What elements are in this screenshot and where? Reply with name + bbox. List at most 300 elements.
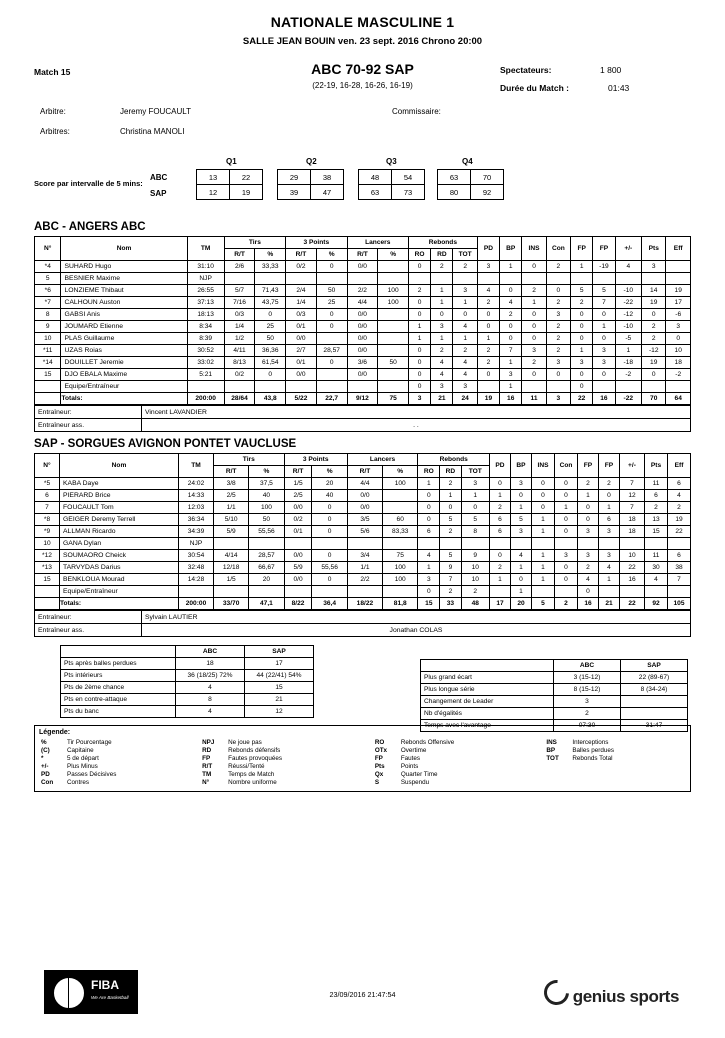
stat-tp — [286, 381, 317, 393]
stat-tp: 2/7 — [286, 345, 317, 357]
stat-tirs: 4/11 — [224, 345, 255, 357]
legend-row — [39, 746, 686, 754]
col-ins: INS — [522, 237, 546, 261]
stat-fp1: 2 — [571, 297, 593, 309]
player-name: Equipe/Entraîneur — [61, 381, 187, 393]
stat-tm: 37:13 — [187, 297, 224, 309]
stat-con: 0 — [555, 574, 578, 586]
stat-tirspct: 33,33 — [255, 261, 286, 273]
table-row — [35, 261, 691, 273]
stat-lf — [347, 273, 378, 285]
stats-value-sap: 17 — [245, 658, 314, 670]
stat-pd: 2 — [490, 502, 511, 514]
stat-pm — [615, 273, 641, 285]
stat-fp1: 3 — [571, 357, 593, 369]
stats-value-sap: 21 — [245, 694, 314, 706]
stat-tirs: 2/6 — [224, 261, 255, 273]
q1-abc-b: 22 — [230, 170, 263, 185]
sub-lf-rt: R/T — [347, 249, 378, 261]
stat-bp — [511, 538, 532, 550]
stat-tirs: 2/5 — [214, 490, 249, 502]
stat-bp: 1 — [500, 381, 522, 393]
stat-rd: 1 — [431, 333, 453, 345]
match-number: Match 15 — [34, 67, 71, 77]
player-name: GANA Dylan — [60, 538, 179, 550]
stat-lfpct — [383, 538, 418, 550]
stat-eff: 3 — [666, 321, 691, 333]
player-name: SUHARD Hugo — [61, 261, 187, 273]
stat-pd — [477, 273, 499, 285]
stat-pd: 4 — [477, 285, 499, 297]
stat-tot: 1 — [453, 333, 477, 345]
stats-header-row — [421, 660, 688, 672]
stat-fp2: 3 — [599, 550, 620, 562]
stats-value-abc: 2 — [554, 708, 621, 720]
stat-tp: 0/1 — [286, 321, 317, 333]
stat-fp2: 2 — [599, 478, 620, 490]
stat-lf: 3/6 — [347, 357, 378, 369]
q4-abc-a: 63 — [438, 170, 471, 185]
table-row — [35, 285, 691, 297]
stat-tirspct: 55,56 — [249, 526, 284, 538]
spectators-label: Spectateurs: — [500, 65, 552, 75]
stat-fp1: 0 — [571, 381, 593, 393]
legend-value: Overtime — [400, 746, 427, 754]
table-row — [35, 526, 691, 538]
stat-tp: 0/0 — [284, 574, 312, 586]
stats-value-sap: 15 — [245, 682, 314, 694]
stat-tirs: 5/10 — [214, 514, 249, 526]
stat-pm: -5 — [615, 333, 641, 345]
stat-pts: 4 — [645, 574, 668, 586]
table-row — [35, 309, 691, 321]
legend-key: Pts — [374, 762, 385, 770]
legend-value: 5 de départ — [67, 754, 99, 762]
stat-pd: 0 — [490, 478, 511, 490]
player-number: 6 — [35, 490, 60, 502]
stat-eff: -6 — [666, 309, 691, 321]
sub-lf-rt: R/T — [347, 466, 382, 478]
stat-con: 3 — [555, 550, 578, 562]
stat-tirspct — [255, 273, 286, 285]
stat-tot: 4 — [453, 369, 477, 381]
stat-rd: 5 — [440, 550, 461, 562]
stat-lfpct — [378, 345, 409, 357]
stat-tp: 0/0 — [284, 550, 312, 562]
player-name: BESNIER Maxime — [61, 273, 187, 285]
col-pts: Pts — [645, 454, 668, 478]
stats-col-header: SAP — [245, 646, 314, 658]
stat-fp1: 1 — [578, 490, 599, 502]
legend-value: Rebonds défensifs — [228, 746, 281, 754]
total-bp: 16 — [500, 393, 522, 405]
stat-tp: 1/4 — [286, 297, 317, 309]
player-number: 7 — [35, 502, 60, 514]
stat-pts: 19 — [642, 357, 666, 369]
stat-tirspct: 40 — [249, 490, 284, 502]
sub-rd: RD — [431, 249, 453, 261]
stat-tirs — [224, 273, 255, 285]
stat-pts: 14 — [642, 285, 666, 297]
stat-pm: 18 — [620, 514, 645, 526]
legend-value: Contres — [67, 778, 90, 786]
sub-tot: TOT — [461, 466, 489, 478]
q3-abc-b: 54 — [392, 170, 425, 185]
q1-abc-a: 13 — [197, 170, 230, 185]
total-fp1: 22 — [571, 393, 593, 405]
stat-tirspct — [249, 586, 284, 598]
legend-value: Balles perdues — [572, 746, 614, 754]
stat-tp: 0/2 — [286, 261, 317, 273]
legend-value: Fautes — [400, 754, 421, 762]
stat-bp: 7 — [500, 345, 522, 357]
player-number: *9 — [35, 526, 60, 538]
total-tppct: 36,4 — [312, 598, 347, 610]
quarter-table-q3 — [358, 169, 425, 200]
stat-fp2: 0 — [593, 309, 615, 321]
stat-eff: -2 — [666, 369, 691, 381]
legend-row — [39, 770, 686, 778]
stat-tppct: 50 — [316, 285, 347, 297]
table-row — [35, 490, 691, 502]
total-rd: 21 — [431, 393, 453, 405]
stat-tppct: 0 — [316, 309, 347, 321]
stat-rd: 4 — [431, 357, 453, 369]
stat-pm: 22 — [620, 562, 645, 574]
stat-tot: 8 — [461, 526, 489, 538]
stats-row — [421, 708, 688, 720]
stat-tppct: 0 — [316, 357, 347, 369]
total-fp1: 16 — [578, 598, 599, 610]
genius-sports-text: genius sports — [572, 987, 679, 1006]
stat-ins: 1 — [532, 550, 555, 562]
stat-con: 0 — [555, 526, 578, 538]
stat-rd: 3 — [431, 321, 453, 333]
legend-value: Ne joue pas — [228, 738, 262, 746]
stat-fp2: 3 — [593, 345, 615, 357]
stat-eff: 6 — [668, 550, 691, 562]
stat-rd: 1 — [431, 297, 453, 309]
stat-tppct: 28,57 — [316, 345, 347, 357]
stat-bp: 3 — [500, 369, 522, 381]
stat-tppct: 0 — [312, 526, 347, 538]
total-ins: 5 — [532, 598, 555, 610]
stat-eff — [666, 381, 691, 393]
total-tp: 8/22 — [284, 598, 312, 610]
sub-tot: TOT — [453, 249, 477, 261]
stat-pm: -22 — [615, 297, 641, 309]
stat-tirspct: 43,75 — [255, 297, 286, 309]
player-name: LONZIEME Thibaut — [61, 285, 187, 297]
stat-tppct: 0 — [312, 502, 347, 514]
referees-value: Christina MANOLI — [120, 127, 185, 136]
stat-bp: 1 — [511, 502, 532, 514]
stat-ins: 0 — [522, 309, 546, 321]
player-number: 15 — [35, 369, 61, 381]
legend-value: Réussi/Tenté — [228, 762, 265, 770]
stat-bp: 0 — [511, 574, 532, 586]
stat-pm: -12 — [615, 309, 641, 321]
stat-tot: 1 — [461, 490, 489, 502]
spectators-value: 1 800 — [600, 65, 622, 75]
stat-fp2: 1 — [593, 321, 615, 333]
player-number: 10 — [35, 538, 60, 550]
stat-ins — [522, 273, 546, 285]
total-pts: 92 — [645, 598, 668, 610]
stat-pd: 6 — [490, 514, 511, 526]
stat-rd: 7 — [440, 574, 461, 586]
stat-pts: 13 — [645, 514, 668, 526]
team-b-boxscore — [34, 453, 691, 610]
stat-pts: 2 — [645, 502, 668, 514]
stat-fp2: 7 — [593, 297, 615, 309]
stat-pts: 15 — [645, 526, 668, 538]
legend-value — [570, 770, 686, 778]
stats-value-abc: 8 (15-12) — [554, 684, 621, 696]
stat-tot: 2 — [453, 345, 477, 357]
stat-pts — [645, 586, 668, 598]
col-fp2: FP — [593, 237, 615, 261]
stat-lfpct — [378, 321, 409, 333]
total-bp: 20 — [511, 598, 532, 610]
table-row — [35, 381, 691, 393]
total-eff: 105 — [668, 598, 691, 610]
player-name: PLAS Guillaume — [61, 333, 187, 345]
q4-sap-b: 92 — [471, 185, 504, 200]
table-row — [35, 478, 691, 490]
total-eff: 64 — [666, 393, 691, 405]
referee-label: Arbitre: — [40, 107, 66, 116]
total-ro: 3 — [408, 393, 430, 405]
player-number: 8 — [35, 309, 61, 321]
stat-tirs: 0/3 — [224, 309, 255, 321]
stat-lfpct: 83,33 — [383, 526, 418, 538]
coach-label: Entraîneur: — [35, 611, 142, 624]
stat-ro: 0 — [418, 502, 440, 514]
col-con: Con — [555, 454, 578, 478]
stat-bp: 0 — [500, 333, 522, 345]
coach-row — [35, 611, 691, 624]
stat-tppct — [316, 273, 347, 285]
legend-key: S — [374, 778, 380, 786]
stats-row-label: Pts du banc — [61, 706, 176, 718]
player-number — [35, 381, 61, 393]
team-a-heading: ABC - ANGERS ABC — [34, 221, 146, 233]
stat-ro: 1 — [418, 478, 440, 490]
stat-pm: -2 — [615, 369, 641, 381]
stat-rd: 2 — [440, 586, 461, 598]
legend-key: RD — [202, 746, 212, 754]
player-number: *4 — [35, 261, 61, 273]
table-row — [35, 514, 691, 526]
sub-tirs-pct: % — [249, 466, 284, 478]
q1-sap-b: 19 — [230, 185, 263, 200]
stat-ins: 0 — [532, 478, 555, 490]
stat-lf: 0/0 — [347, 369, 378, 381]
stat-tppct: 0 — [312, 574, 347, 586]
stat-tppct: 0 — [316, 261, 347, 273]
team-b-heading: SAP - SORGUES AVIGNON PONTET VAUCLUSE — [34, 438, 297, 450]
player-name: ALLMAN Ricardo — [60, 526, 179, 538]
total-pm: 22 — [620, 598, 645, 610]
col-fp1: FP — [571, 237, 593, 261]
quarter-team-sap: SAP — [150, 189, 167, 198]
stat-tirspct: 61,54 — [255, 357, 286, 369]
stat-con — [546, 273, 570, 285]
stat-lf: 1/1 — [347, 562, 382, 574]
stat-sheet-page — [0, 14, 725, 1038]
stat-pm — [615, 381, 641, 393]
stat-pd: 0 — [477, 369, 499, 381]
player-name: DJO EBALA Maxime — [61, 369, 187, 381]
stat-fp1: 0 — [571, 321, 593, 333]
legend-row — [39, 778, 686, 786]
stats-left-table — [60, 645, 314, 718]
stat-fp1: 1 — [571, 261, 593, 273]
stat-lf: 2/2 — [347, 574, 382, 586]
stat-lf — [347, 586, 382, 598]
col-eff: Eff — [668, 454, 691, 478]
stat-lfpct: 100 — [378, 297, 409, 309]
col-pd: PD — [477, 237, 499, 261]
stat-tirspct: 71,43 — [255, 285, 286, 297]
legend-value: Interceptions — [572, 738, 609, 746]
stat-lfpct — [378, 333, 409, 345]
sub-tirs-rt: R/T — [224, 249, 255, 261]
stat-pd: 3 — [477, 261, 499, 273]
stat-con — [555, 538, 578, 550]
stat-ins: 1 — [532, 562, 555, 574]
table-row — [35, 550, 691, 562]
total-pd: 19 — [477, 393, 499, 405]
duration-label: Durée du Match : — [500, 83, 569, 93]
stat-lfpct — [378, 273, 409, 285]
stat-tirs: 1/4 — [224, 321, 255, 333]
total-tot: 24 — [453, 393, 477, 405]
stat-ins — [532, 538, 555, 550]
page-title: NATIONALE MASCULINE 1 — [270, 14, 455, 30]
stat-pm — [620, 538, 645, 550]
stat-lfpct — [383, 586, 418, 598]
stats-row — [61, 670, 314, 682]
stats-value-sap — [621, 708, 688, 720]
stat-lfpct — [383, 502, 418, 514]
legend-key — [544, 778, 570, 786]
player-name: SOUMAORO Cheick — [60, 550, 179, 562]
stat-tirspct: 50 — [249, 514, 284, 526]
stat-lfpct — [378, 261, 409, 273]
stat-tirs: 4/14 — [214, 550, 249, 562]
quarter-label-q4: Q4 — [462, 157, 473, 166]
stat-tot: 0 — [453, 309, 477, 321]
stats-row — [61, 658, 314, 670]
player-number: 5 — [35, 273, 61, 285]
stat-eff: 10 — [666, 345, 691, 357]
stat-con: 2 — [546, 297, 570, 309]
stat-fp1: 2 — [578, 478, 599, 490]
stat-tot: 4 — [453, 321, 477, 333]
table-row — [35, 333, 691, 345]
stat-lfpct: 100 — [383, 574, 418, 586]
stat-tirspct: 20 — [249, 574, 284, 586]
stat-tm: 14:33 — [179, 490, 214, 502]
stats-right-table — [420, 659, 688, 732]
stat-lfpct — [383, 490, 418, 502]
stat-con: 0 — [555, 478, 578, 490]
stat-con: 0 — [546, 285, 570, 297]
stat-fp2 — [599, 586, 620, 598]
stat-fp2: -19 — [593, 261, 615, 273]
stat-ro: 0 — [418, 490, 440, 502]
legend-value: Quarter Time — [400, 770, 438, 778]
stat-pts: 0 — [642, 309, 666, 321]
stats-header-row — [61, 646, 314, 658]
stat-bp: 1 — [511, 586, 532, 598]
stat-tp: 0/0 — [284, 502, 312, 514]
stat-ro: 6 — [418, 526, 440, 538]
referee-value: Jeremy FOUCAULT — [120, 107, 191, 116]
total-tirs: 33/70 — [214, 598, 249, 610]
player-name: GABSI Anis — [61, 309, 187, 321]
stats-value-sap: 31:47 — [621, 720, 688, 732]
stat-fp2 — [599, 538, 620, 550]
stat-tirspct: 50 — [255, 333, 286, 345]
player-name: CALHOUN Auston — [61, 297, 187, 309]
stat-pts: 6 — [645, 490, 668, 502]
stat-bp: 1 — [500, 261, 522, 273]
stat-lfpct — [378, 369, 409, 381]
stat-ins: 0 — [522, 333, 546, 345]
legend-key: N° — [202, 778, 210, 786]
stat-eff — [668, 538, 691, 550]
legend-key: TOT — [546, 754, 559, 762]
total-pm: -22 — [615, 393, 641, 405]
fiba-logo-tagline: We Are Basketball — [91, 995, 129, 1000]
stat-fp1: 2 — [578, 562, 599, 574]
totals-spacer — [35, 598, 60, 610]
q3-sap-b: 73 — [392, 185, 425, 200]
stat-tirs: 8/13 — [224, 357, 255, 369]
player-number: *6 — [35, 285, 61, 297]
stat-tp — [286, 273, 317, 285]
stat-lfpct: 50 — [378, 357, 409, 369]
legend-value: Rebonds Total — [572, 754, 613, 762]
stat-tp: 0/1 — [286, 357, 317, 369]
player-number: *12 — [35, 550, 60, 562]
stat-tot: 10 — [461, 562, 489, 574]
stat-ro: 1 — [408, 333, 430, 345]
stat-tm: 5:21 — [187, 369, 224, 381]
q4-sap-a: 80 — [438, 185, 471, 200]
stats-value-sap: 8 (34-24) — [621, 684, 688, 696]
q2-abc-a: 29 — [278, 170, 311, 185]
stats-col-header: ABC — [554, 660, 621, 672]
stat-tp — [284, 586, 312, 598]
table-row — [35, 345, 691, 357]
stat-lfpct — [378, 381, 409, 393]
col-tm: TM — [187, 237, 224, 261]
q2-abc-b: 38 — [311, 170, 344, 185]
stat-tp: 0/0 — [286, 333, 317, 345]
stats-row — [421, 696, 688, 708]
stat-tppct: 20 — [312, 478, 347, 490]
legend-value: Points — [400, 762, 419, 770]
total-con: 3 — [546, 393, 570, 405]
stat-rd: 2 — [440, 526, 461, 538]
stat-tm: 31:10 — [187, 261, 224, 273]
legend-key: PD — [41, 770, 50, 778]
stat-bp: 1 — [511, 562, 532, 574]
